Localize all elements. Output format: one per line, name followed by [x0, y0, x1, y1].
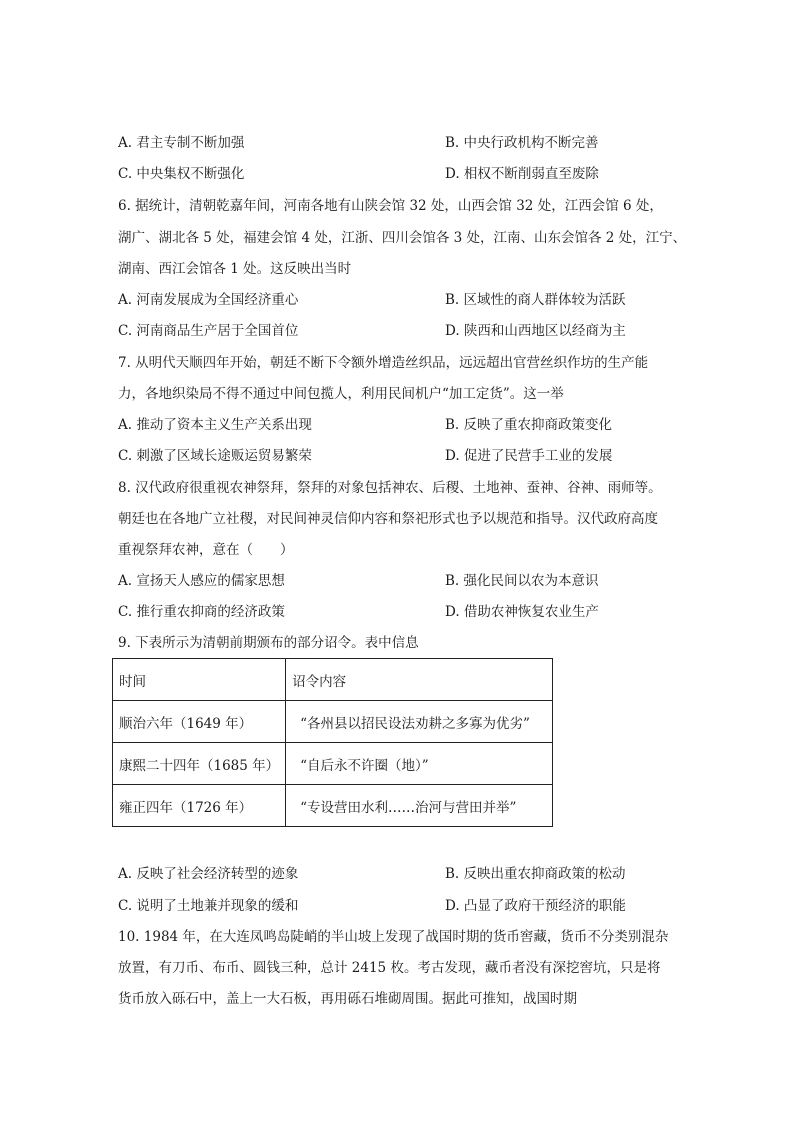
q10-stem-line-3: 货币放入砾石中，盖上一大石板，再用砾石堆砌周围。据此可推知，战国时期: [118, 991, 577, 1007]
q9-option-b[interactable]: B. 反映出重农抑商政策的松动: [445, 866, 626, 882]
table-cell-time: 雍正四年（1726 年）: [113, 785, 286, 827]
q8-options-row-2: [118, 602, 599, 622]
q8-stem-line-2: 朝廷也在各地广立社稷，对民间神灵信仰内容和祭祀形式也予以规范和指导。汉代政府高度: [118, 511, 658, 527]
table-header-row: [113, 659, 553, 701]
q7-option-a[interactable]: A. 推动了资本主义生产关系出现: [118, 417, 312, 433]
q8-option-c[interactable]: C. 推行重农抑商的经济政策: [118, 604, 285, 620]
q7-options-row-1: [118, 415, 613, 435]
q10-stem-line-2: 放置，有刀币、布币、圆钱三种，总计 2415 枚。考古发现，藏币者没有深挖窖坑，只是将: [118, 960, 661, 976]
q10-stem-line-1: 10. 1984 年，在大连凤鸣岛陡峭的半山坡上发现了战国时期的货币窖藏，货币不分类别混杂: [118, 929, 669, 945]
q9-option-d[interactable]: D. 凸显了政府干预经济的职能: [445, 898, 626, 914]
table-row: [113, 785, 553, 827]
q8-stem-line-1: 8. 汉代政府很重视农神祭拜，祭拜的对象包括神农、后稷、土地神、蚕神、谷神、雨师等。: [118, 480, 662, 496]
edict-table: [112, 658, 553, 827]
q6-option-a[interactable]: A. 河南发展成为全国经济重心: [118, 292, 299, 308]
q5-option-d[interactable]: D. 相权不断削弱直至废除: [445, 166, 599, 182]
q5-options-row-1: [118, 133, 599, 153]
table-cell-time: 康熙二十四年（1685 年）: [113, 743, 286, 785]
q6-stem-line-3: 湖南、西江会馆各 1 处。这反映出当时: [118, 261, 352, 277]
q7-option-c[interactable]: C. 刺激了区域长途贩运贸易繁荣: [118, 448, 312, 464]
q7-option-d[interactable]: D. 促进了民营手工业的发展: [445, 448, 613, 464]
q7-stem-line-2: 力，各地织染局不得不通过中间包揽人，利用民间机户“加工定货”。这一举: [118, 386, 564, 402]
q5-options-row-2: [118, 164, 599, 184]
q9-stem: 9. 下表所示为清朝前期颁布的部分诏令。表中信息: [118, 635, 419, 651]
q9-options-row-1: [118, 864, 626, 884]
table-cell-content: “各州县以招民设法劝耕之多寡为优劣”: [286, 701, 553, 743]
table-cell-content: “专设营田水利……治河与营田并举”: [286, 785, 553, 827]
q7-stem-line-1: 7. 从明代天顺四年开始，朝廷不断下令额外增造丝织品，远远超出官营丝织作坊的生产能: [118, 355, 649, 371]
q6-stem-line-2: 湖广、湖北各 5 处，福建会馆 4 处，江浙、四川会馆各 3 处，江南、山东会馆各 2 处，江宁、: [118, 230, 687, 246]
q9-option-a[interactable]: A. 反映了社会经济转型的迹象: [118, 866, 299, 882]
q6-option-d[interactable]: D. 陕西和山西地区以经商为主: [445, 323, 626, 339]
q6-option-c[interactable]: C. 河南商品生产居于全国首位: [118, 323, 299, 339]
q6-stem-line-1: 6. 据统计，清朝乾嘉年间，河南各地有山陕会馆 32 处，山西会馆 32 处，江西会馆 6 处，: [118, 198, 663, 214]
q8-option-d[interactable]: D. 借助农神恢复农业生产: [445, 604, 599, 620]
q5-option-b[interactable]: B. 中央行政机构不断完善: [445, 135, 599, 151]
q5-option-a[interactable]: A. 君主专制不断加强: [118, 135, 245, 151]
table-header-content: 诏令内容: [286, 659, 553, 701]
table-header-time: 时间: [113, 659, 286, 701]
q8-options-row-1: [118, 571, 599, 591]
q9-options-row-2: [118, 896, 626, 916]
q6-options-row-2: [118, 321, 626, 341]
q9-option-c[interactable]: C. 说明了土地兼并现象的缓和: [118, 898, 299, 914]
table-cell-content: “自后永不许圈（地）”: [286, 743, 553, 785]
q8-option-b[interactable]: B. 强化民间以农为本意识: [445, 573, 599, 589]
q7-option-b[interactable]: B. 反映了重农抑商政策变化: [445, 417, 613, 433]
q6-option-b[interactable]: B. 区域性的商人群体较为活跃: [445, 292, 626, 308]
table-row: [113, 701, 553, 743]
q8-option-a[interactable]: A. 宣扬天人感应的儒家思想: [118, 573, 285, 589]
q8-stem-line-3: 重视祭拜农神，意在（ ）: [118, 542, 294, 558]
table-row: [113, 743, 553, 785]
table-cell-time: 顺治六年（1649 年）: [113, 701, 286, 743]
q6-options-row-1: [118, 290, 626, 310]
q5-option-c[interactable]: C. 中央集权不断强化: [118, 166, 245, 182]
q7-options-row-2: [118, 446, 613, 466]
